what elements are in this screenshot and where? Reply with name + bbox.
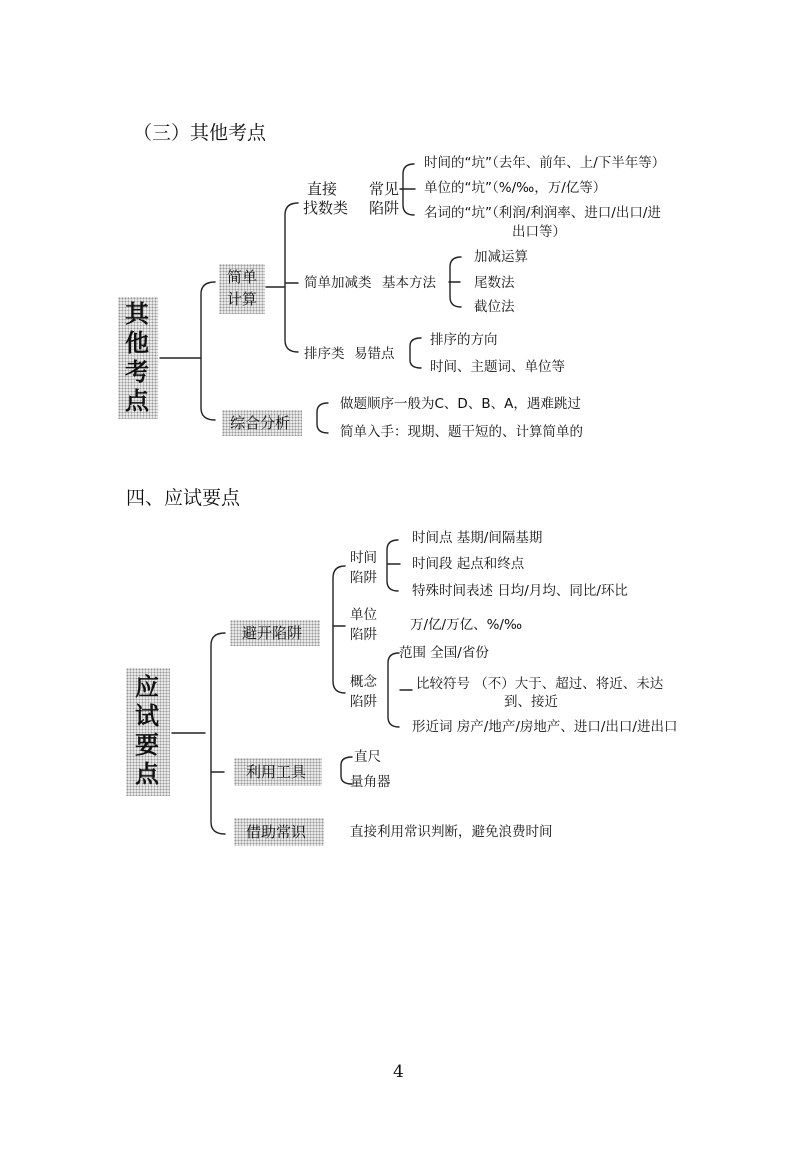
root-node-other-points — [118, 297, 158, 419]
node-label: 计算 — [227, 290, 258, 308]
node-time-trap: 时间 — [350, 550, 377, 566]
node-direct: 直接 — [307, 180, 338, 198]
s4-brace-avoid — [333, 566, 345, 693]
root-char: 他 — [125, 329, 149, 357]
time-item: 特殊时间表述 日均/月均、同比/环比 — [412, 583, 628, 599]
node-unit-trap: 陷阱 — [350, 627, 377, 643]
root-char: 应 — [135, 673, 159, 701]
node-label: 避开陷阱 — [242, 624, 303, 642]
node-use-tools — [234, 758, 322, 786]
root-node-exam-points — [126, 668, 170, 796]
root-char: 点 — [135, 760, 159, 788]
s3-brace-main — [201, 282, 215, 420]
node-sort: 排序类 — [304, 346, 345, 362]
unit-value: 万/亿/万亿、%/‰ — [410, 617, 523, 633]
tool-item: 量角器 — [350, 774, 391, 790]
trap-item-cont: 出口等） — [512, 224, 566, 240]
method-item: 加减运算 — [474, 249, 528, 265]
node-avoid-traps — [230, 620, 320, 646]
concept-item: 形近词 房产/地产/房地产、进口/出口/进出口 — [412, 719, 678, 735]
page-number: 4 — [393, 1062, 404, 1082]
root-char: 考 — [125, 358, 149, 386]
comp-item: 做题顺序一般为C、D、B、A，遇难跳过 — [340, 396, 581, 412]
comp-item: 简单入手：现期、题干短的、计算简单的 — [340, 424, 583, 440]
s3-brace-simple — [285, 203, 298, 352]
root-char: 要 — [135, 731, 159, 759]
node-common-sense — [234, 818, 324, 846]
node-comprehensive — [222, 410, 302, 436]
root-char: 试 — [135, 702, 159, 730]
node-basic-method: 基本方法 — [382, 275, 436, 291]
section-title-exam-points: 四、应试要点 — [126, 487, 241, 509]
node-concept-trap: 陷阱 — [350, 694, 377, 710]
s4-brace-concept — [388, 653, 399, 727]
node-label: 简单 — [227, 268, 258, 286]
sort-item: 排序的方向 — [430, 332, 498, 348]
method-item: 尾数法 — [474, 275, 515, 291]
trap-item: 单位的“坑”（%/‰，万/亿等） — [424, 180, 607, 196]
root-char: 点 — [125, 387, 149, 415]
node-concept-trap: 概念 — [350, 674, 377, 690]
concept-item-cont: 到、接近 — [504, 694, 558, 710]
trap-item: 名词的“坑”（利润/利润率、进口/出口/进 — [424, 205, 661, 221]
time-item: 时间段 起点和终点 — [412, 556, 525, 572]
common-sense-text: 直接利用常识判断，避免浪费时间 — [350, 824, 553, 840]
method-item: 截位法 — [474, 299, 515, 315]
node-unit-trap: 单位 — [350, 607, 377, 623]
root-char: 其 — [125, 300, 149, 328]
time-item: 时间点 基期/间隔基期 — [412, 530, 543, 546]
sort-item: 时间、主题词、单位等 — [430, 359, 565, 375]
s4-brace-main — [211, 633, 225, 834]
tool-item: 直尺 — [354, 749, 381, 765]
node-direct: 找数类 — [303, 199, 349, 217]
section-title-other-points: （三）其他考点 — [133, 122, 267, 144]
node-time-trap: 陷阱 — [350, 570, 377, 586]
s3-brace-sort — [410, 338, 421, 368]
node-simple-calc — [219, 264, 265, 314]
node-label: 借助常识 — [246, 823, 307, 841]
node-label: 综合分析 — [230, 414, 291, 432]
trap-item: 时间的“坑”（去年、前年、上/下半年等） — [424, 155, 666, 171]
s3-brace-comp — [317, 403, 328, 433]
node-add-subtract: 简单加减类 — [304, 275, 372, 291]
node-common-trap: 陷阱 — [369, 199, 400, 217]
node-common-trap: 常见 — [369, 180, 400, 198]
node-label: 利用工具 — [246, 763, 307, 781]
node-error-point: 易错点 — [354, 346, 395, 362]
concept-item: 范围 全国/省份 — [399, 645, 489, 661]
concept-item: 比较符号 （不）大于、超过、将近、未达 — [416, 676, 664, 692]
s4-brace-time — [387, 540, 398, 591]
